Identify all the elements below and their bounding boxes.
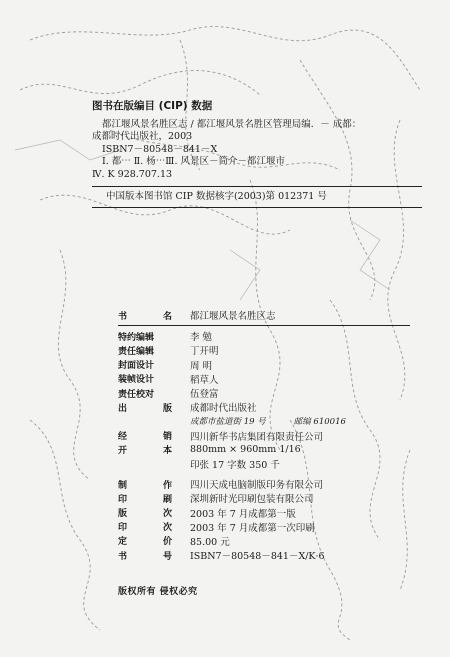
format-row: 开 本 880mm × 960mm 1/16 — [118, 444, 301, 457]
copyright-notice: 版权所有 侵权必究 — [118, 587, 198, 597]
price-row: 定 价 85.00 元 — [118, 536, 230, 548]
book-title-row: 书 名 都江堰风景名胜区志 — [118, 308, 418, 322]
cip-classification: Ⅳ. K 928.707.13 — [92, 168, 173, 180]
book-title-value: 都江堰风景名胜区志 — [190, 311, 276, 323]
sheets-row: 印张 17 字数 350 千 — [190, 459, 280, 471]
distributor-row: 经 销 四川新华书店集团有限责任公司 — [118, 431, 324, 443]
cip-data-block — [92, 100, 432, 212]
publisher-row: 出 版 成都时代出版社 — [118, 403, 257, 415]
edition-row: 版 次 2003 年 7 月成都第一版 — [118, 508, 296, 520]
cip-divider-bottom — [92, 207, 422, 208]
cip-publisher-line: 成都时代出版社，2003 — [92, 131, 193, 143]
publication-info-block — [118, 308, 418, 562]
proofreader-row: 责任校对 伍登富 — [118, 389, 219, 401]
publisher-address: 成都市盐道街 19 号 — [190, 417, 266, 428]
cip-record-number: 中国版本图书馆 CIP 数据核字(2003)第 012371 号 — [106, 190, 327, 202]
printing-row: 印 次 2003 年 7 月成都第一次印刷 — [118, 522, 315, 534]
address-row — [118, 414, 418, 428]
responsible-editor-row: 责任编辑 丁开明 — [118, 346, 219, 358]
info-divider-top — [118, 325, 410, 326]
cip-title-line: 都江堰风景名胜区志 / 都江堰风景名胜区管理局编．－ 成都： — [102, 118, 362, 130]
printer-row: 印 刷 深圳新时光印刷包装有限公司 — [118, 494, 314, 506]
cover-design-row: 封面设计 周 明 — [118, 360, 213, 372]
cip-divider — [92, 186, 422, 187]
cip-title: 图书在版编目 (CIP) 数据 — [92, 100, 213, 112]
cip-subjects: Ⅰ. 都⋯ Ⅱ. 杨⋯Ⅲ. 风景区－简介－都江堰市 — [102, 156, 286, 168]
cip-isbn: ISBN7－80548－841－X — [102, 143, 218, 155]
special-editor-row: 特约编辑 李 勉 — [118, 332, 213, 344]
binding-design-row: 装帧设计 稻草人 — [118, 374, 219, 386]
plate-maker-row: 制 作 四川天成电脑制版印务有限公司 — [118, 480, 324, 492]
book-number-row: 书 号 ISBN7－80548－841－X/K·6 — [118, 551, 325, 563]
postal-code: 邮编 610016 — [293, 417, 346, 428]
